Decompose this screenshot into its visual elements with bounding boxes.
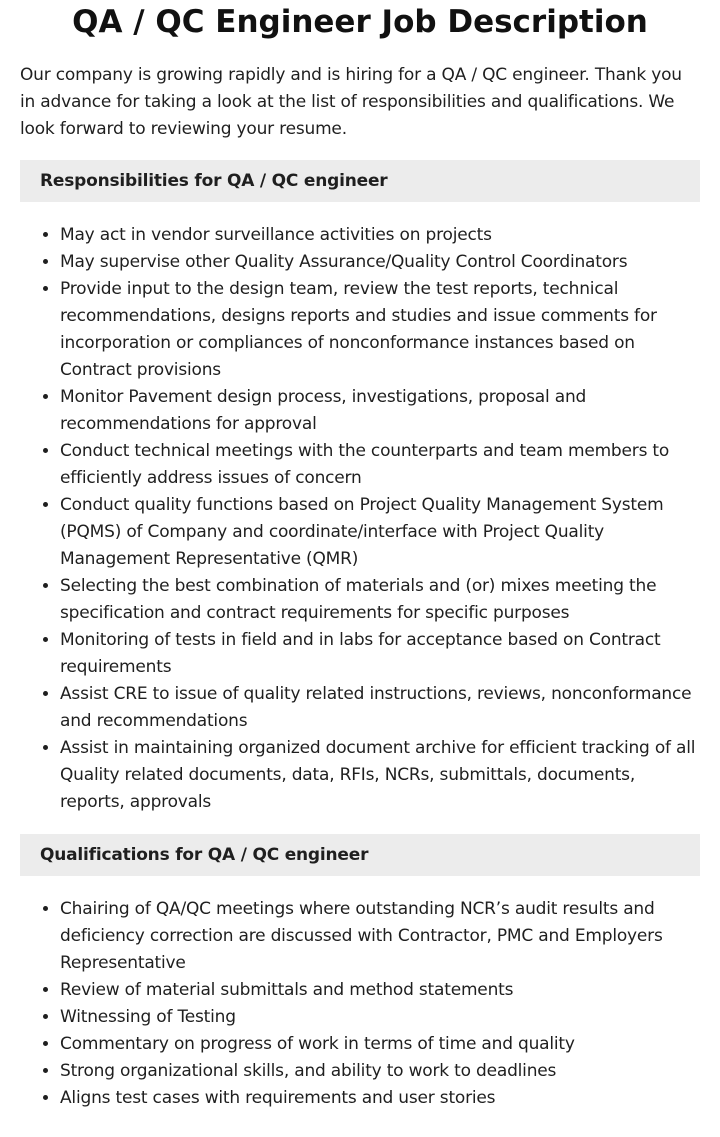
list-item: • Review of material submittals and method statements (60, 977, 700, 1004)
list-item: • Witnessing of Testing (60, 1004, 700, 1031)
list-item: • Chairing of QA/QC meetings where outstanding NCR’s audit results and deficiency correction are discussed with Contractor, PMC and Employers Representative (60, 896, 700, 977)
list-item: • Monitor Pavement design process, investigations, proposal and recommendations for approval (60, 384, 700, 438)
qualifications-list (20, 896, 700, 1112)
qualifications-heading: Qualifications for QA / QC engineer (20, 834, 700, 876)
list-item: • Assist CRE to issue of quality related instructions, reviews, nonconformance and recommendations (60, 681, 700, 735)
intro-paragraph: Our company is growing rapidly and is hiring for a QA / QC engineer. Thank you in advance for taking a look at the list of responsibilities and qualifications. We look forward to reviewing your resume. (20, 65, 682, 139)
page-title: QA / QC Engineer Job Description (72, 4, 648, 40)
list-item: • Selecting the best combination of materials and (or) mixes meeting the specification and contract requirements for specific purposes (60, 573, 700, 627)
list-item: • Provide input to the design team, review the test reports, technical recommendations, designs reports and studies and issue comments for incorporation or compliances of nonconformance instances based on Contract provisions (60, 276, 700, 384)
list-item: • Aligns test cases with requirements and user stories (60, 1085, 700, 1112)
responsibilities-heading: Responsibilities for QA / QC engineer (20, 160, 700, 202)
responsibilities-list (20, 222, 700, 816)
list-item: • Conduct quality functions based on Project Quality Management System (PQMS) of Company and coordinate/interface with Project Quality Management Representative (QMR) (60, 492, 700, 573)
list-item: • Conduct technical meetings with the counterparts and team members to efficiently address issues of concern (60, 438, 700, 492)
list-item: • May act in vendor surveillance activities on projects (60, 222, 700, 249)
list-item: • Commentary on progress of work in terms of time and quality (60, 1031, 700, 1058)
list-item: • Monitoring of tests in field and in labs for acceptance based on Contract requirements (60, 627, 700, 681)
list-item: • May supervise other Quality Assurance/Quality Control Coordinators (60, 249, 700, 276)
list-item: • Assist in maintaining organized document archive for efficient tracking of all Quality related documents, data, RFIs, NCRs, submittals, documents, reports, approvals (60, 735, 700, 816)
list-item: • Strong organizational skills, and ability to work to deadlines (60, 1058, 700, 1085)
